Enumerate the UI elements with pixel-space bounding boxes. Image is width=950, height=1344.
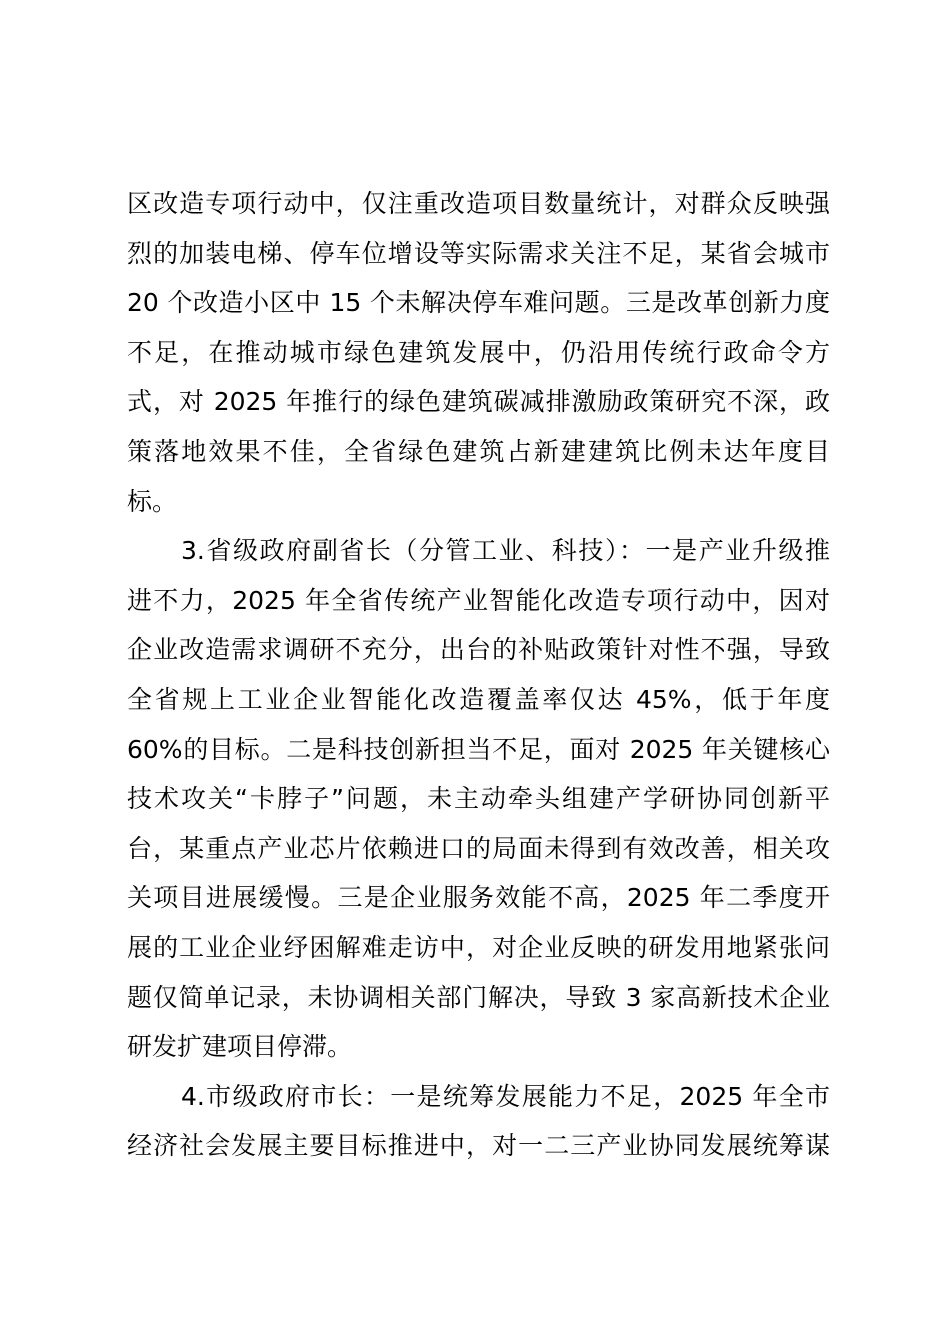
text-line: 展的工业企业纾困解难走访中，对企业反映的研发用地紧张问 [127, 932, 830, 962]
text-line: 经济社会发展主要目标推进中，对一二三产业协同发展统筹谋 [127, 1131, 830, 1161]
paragraph [127, 526, 830, 1072]
text-block [127, 179, 830, 1171]
text-line: 标。 [127, 486, 178, 516]
text-line: 研发扩建项目停滞。 [127, 1032, 353, 1062]
text-line: 不足，在推动城市绿色建筑发展中，仍沿用传统行政命令方 [127, 337, 830, 367]
paragraph [127, 179, 830, 526]
text-line: 60%的目标。二是科技创新担当不足，面对 2025 年关键核心 [127, 734, 830, 764]
text-line: 题仅简单记录，未协调相关部门解决，导致 3 家高新技术企业 [127, 982, 830, 1012]
paragraph [127, 1072, 830, 1171]
text-line: 进不力，2025 年全省传统产业智能化改造专项行动中，因对 [127, 585, 830, 615]
text-line: 20 个改造小区中 15 个未解决停车难问题。三是改革创新力度 [127, 288, 830, 318]
text-line: 台，某重点产业芯片依赖进口的局面未得到有效改善，相关攻 [127, 833, 830, 863]
text-line: 3.省级政府副省长（分管工业、科技）：一是产业升级推 [181, 536, 830, 566]
text-line: 技术攻关“卡脖子”问题，未主动牵头组建产学研协同创新平 [127, 784, 830, 814]
text-line: 全省规上工业企业智能化改造覆盖率仅达 45%，低于年度 [127, 684, 830, 714]
text-line: 策落地效果不佳，全省绿色建筑占新建建筑比例未达年度目 [127, 436, 830, 466]
text-line: 4.市级政府市长：一是统筹发展能力不足，2025 年全市 [181, 1081, 830, 1111]
text-line: 式，对 2025 年推行的绿色建筑碳减排激励政策研究不深，政 [127, 387, 830, 417]
text-line: 区改造专项行动中，仅注重改造项目数量统计，对群众反映强 [127, 189, 830, 218]
text-line: 烈的加装电梯、停车位增设等实际需求关注不足，某省会城市 [127, 238, 830, 268]
text-line: 企业改造需求调研不充分，出台的补贴政策针对性不强，导致 [127, 635, 830, 665]
text-line: 关项目进展缓慢。三是企业服务效能不高，2025 年二季度开 [127, 883, 830, 913]
